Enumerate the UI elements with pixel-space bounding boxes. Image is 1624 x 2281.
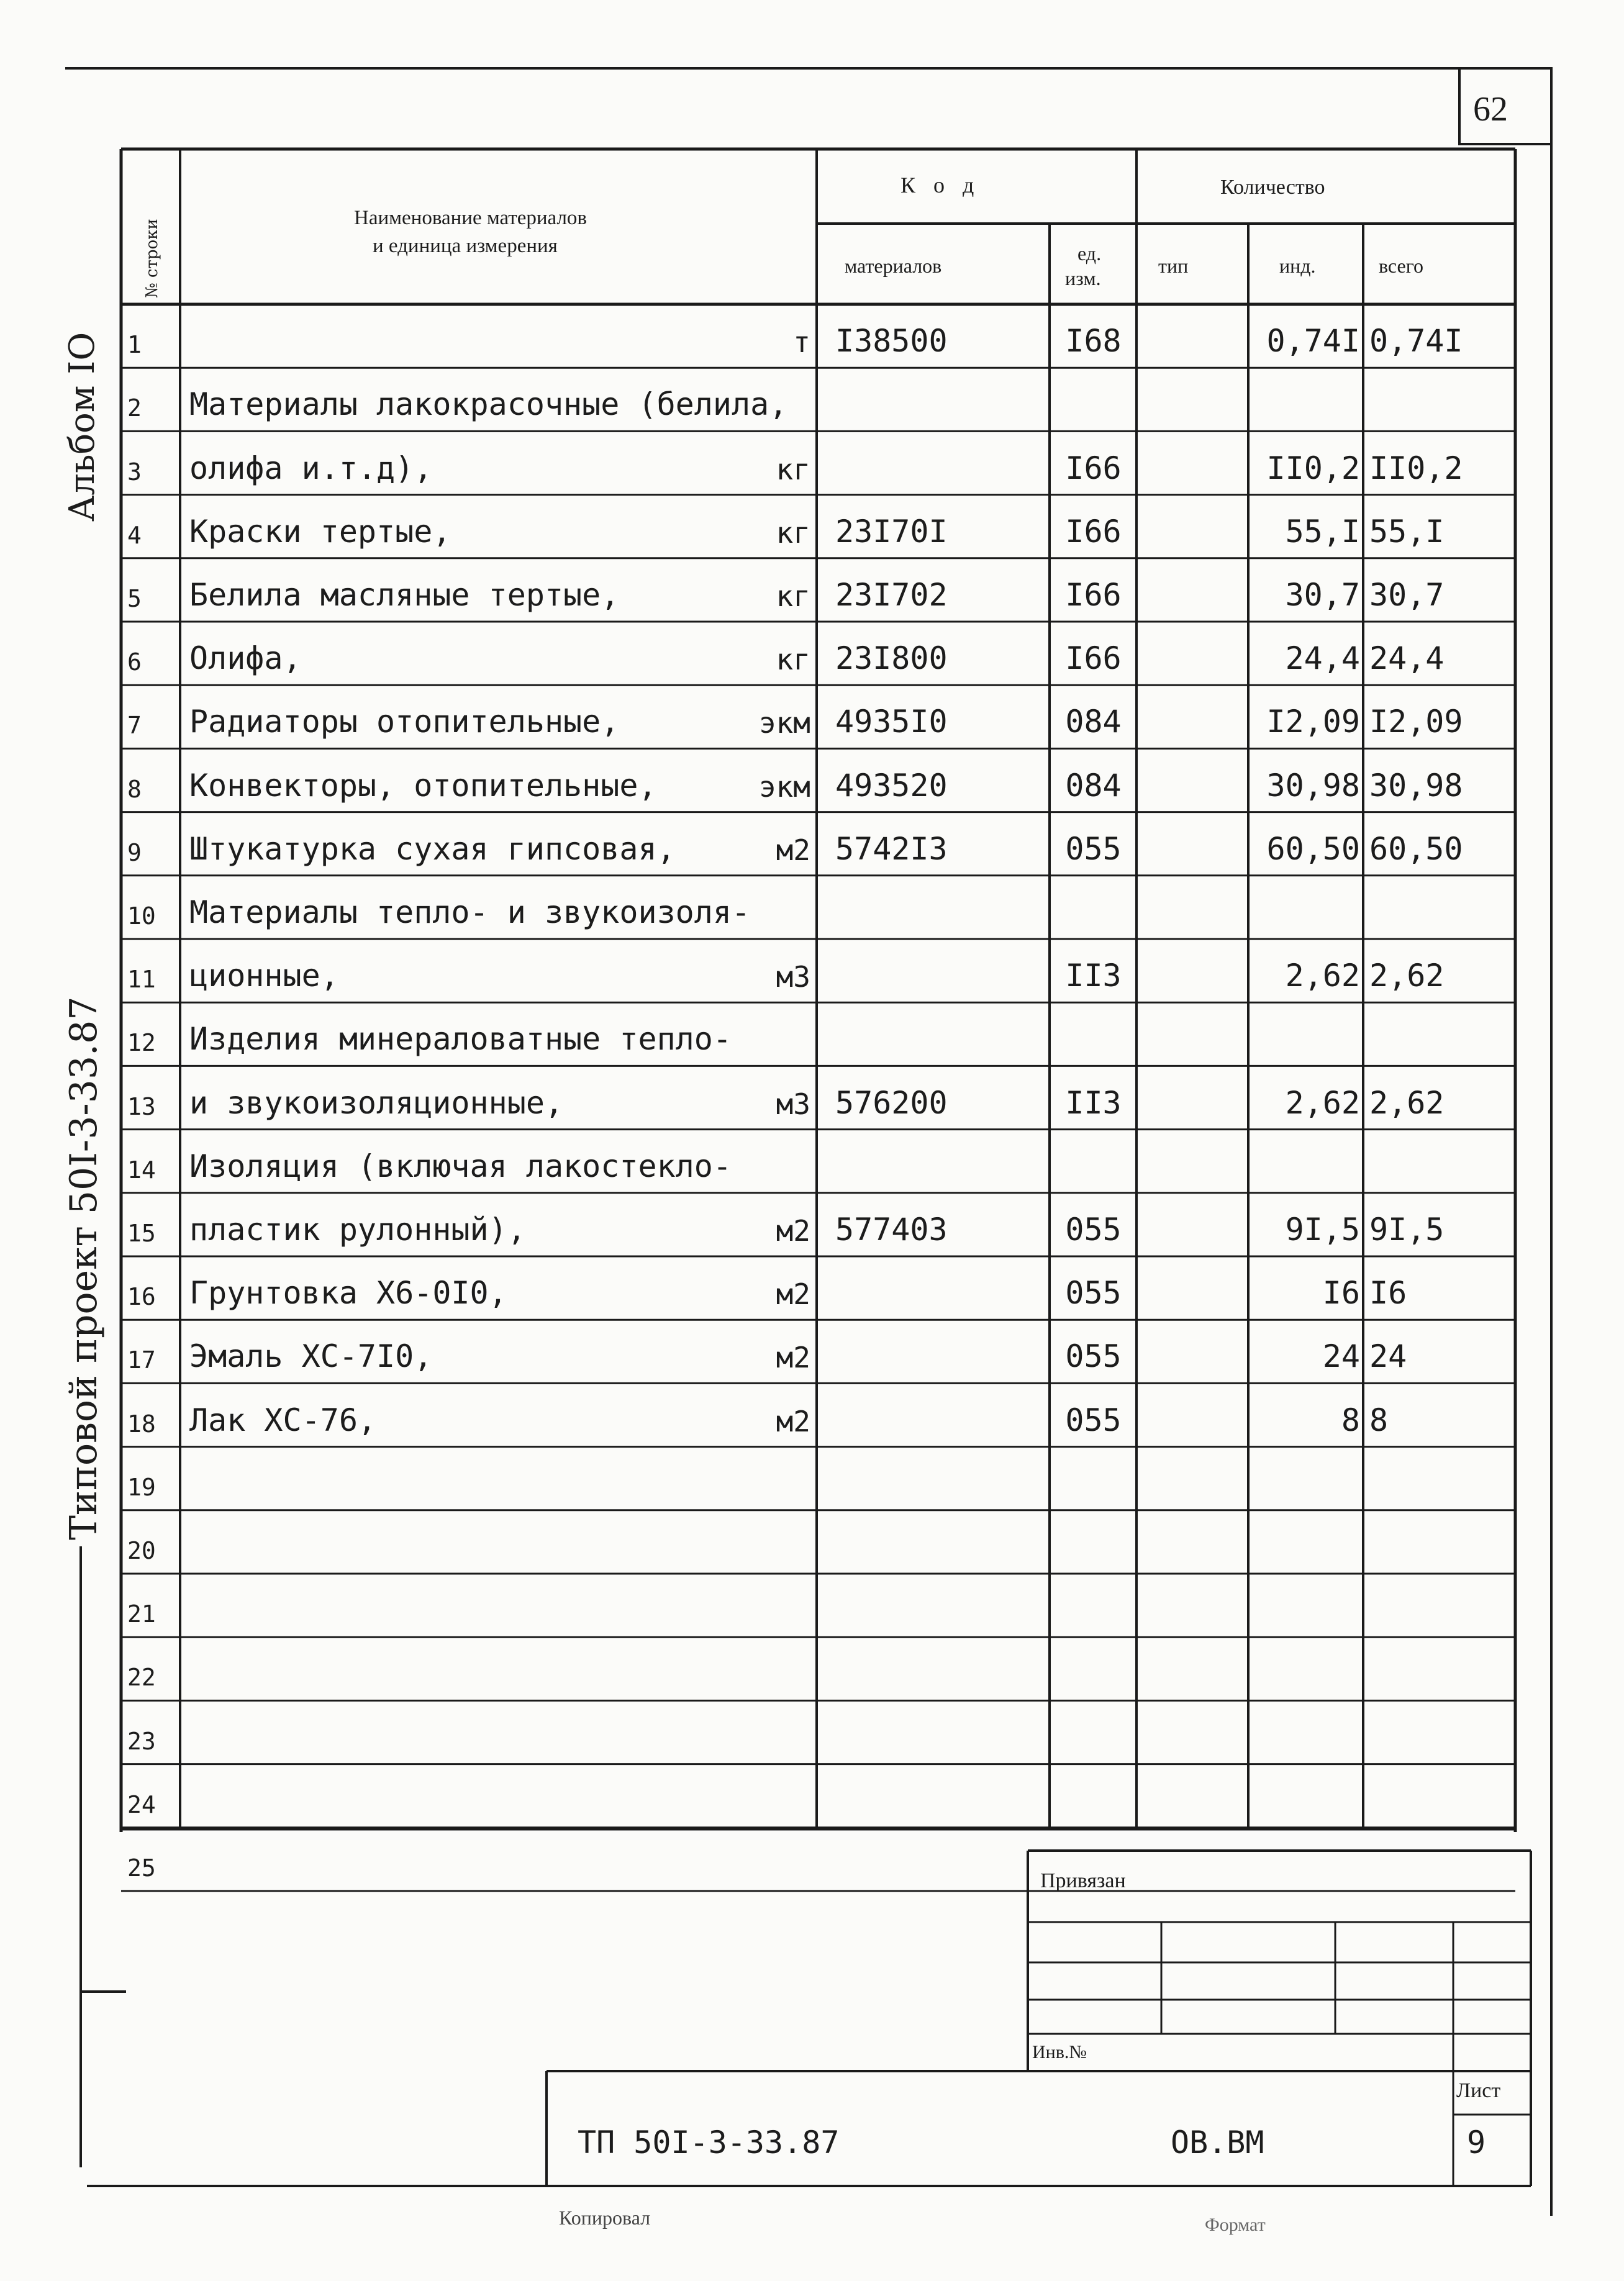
material-name: Грунтовка Х6-0I0,	[189, 1275, 507, 1312]
qty-total: II0,2	[1369, 450, 1463, 486]
row-number: 13	[127, 1092, 156, 1120]
qty-total: 30,98	[1369, 767, 1463, 804]
qty-individual: 2,62	[1285, 958, 1360, 994]
material-name: Штукатурка сухая гипсовая,	[189, 830, 676, 867]
row-number: 8	[127, 775, 142, 803]
unit: экм	[758, 706, 810, 740]
header-code: К о д	[900, 173, 981, 197]
row-number: 19	[127, 1473, 156, 1501]
row-number: 20	[127, 1536, 156, 1564]
row-number: 25	[127, 1854, 156, 1882]
row-number: 5	[127, 584, 142, 612]
header-row-num: № строки	[143, 219, 161, 298]
qty-individual: 30,98	[1266, 767, 1360, 804]
row-number: 23	[127, 1727, 156, 1755]
row-number: 16	[127, 1283, 156, 1311]
qty-total: 24,4	[1369, 640, 1445, 677]
material-name: олифа и.т.д),	[189, 450, 433, 486]
unit-code: 055	[1065, 1275, 1122, 1312]
material-name: Конвекторы, отопительные,	[189, 767, 657, 804]
qty-individual: 9I,5	[1285, 1211, 1360, 1248]
material-code: 4935I0	[835, 704, 948, 740]
unit: м2	[776, 833, 810, 867]
qty-individual: 0,74I	[1266, 323, 1360, 360]
material-name: Радиаторы отопительные,	[189, 704, 620, 740]
qty-individual: I6	[1322, 1275, 1360, 1312]
row-number: 17	[127, 1346, 156, 1374]
row-number: 11	[127, 966, 156, 994]
material-name: и звукоизоляционные,	[189, 1084, 564, 1121]
header-code-unit-2: изм.	[1065, 267, 1101, 289]
unit: м2	[776, 1404, 810, 1438]
row-number: 12	[127, 1029, 156, 1057]
material-name: Краски тертые,	[189, 513, 451, 550]
footer-copied: Копировал	[559, 2206, 651, 2229]
unit-code: I66	[1065, 640, 1122, 677]
material-name: Олифа,	[189, 640, 302, 677]
unit: т	[793, 325, 810, 360]
material-code: 23I702	[835, 576, 948, 613]
row-number: 7	[127, 712, 142, 740]
unit-code: I66	[1065, 450, 1122, 486]
material-code: 493520	[835, 767, 948, 804]
footer-format: Формат	[1205, 2215, 1266, 2235]
material-name: Материалы тепло- и звукоизоля-	[189, 894, 751, 930]
material-code: 576200	[835, 1084, 948, 1121]
stamp-attached: Привязан	[1040, 1869, 1126, 1892]
header-code-material: материалов	[845, 255, 942, 277]
unit: экм	[758, 769, 810, 804]
qty-individual: I2,09	[1266, 704, 1360, 740]
row-number: 10	[127, 902, 156, 930]
material-code: 5742I3	[835, 830, 948, 867]
unit: м2	[776, 1277, 810, 1312]
stamp-inv: Инв.№	[1032, 2042, 1087, 2062]
stamp-doc-code: ТП 50I-3-33.87	[578, 2125, 840, 2161]
material-name: Белила масляные тертые,	[189, 576, 620, 613]
qty-individual: 24	[1322, 1338, 1360, 1375]
qty-individual: 8	[1341, 1402, 1360, 1438]
unit-code: 084	[1065, 767, 1122, 804]
qty-total: 55,I	[1369, 513, 1445, 550]
qty-total: I6	[1369, 1275, 1407, 1312]
row-number: 14	[127, 1156, 156, 1184]
qty-total: 60,50	[1369, 830, 1463, 867]
material-name: пластик рулонный),	[189, 1211, 526, 1248]
unit-code: 055	[1065, 1338, 1122, 1375]
qty-individual: 24,4	[1285, 640, 1360, 677]
material-code: 23I800	[835, 640, 948, 677]
material-name: Изделия минераловатные тепло-	[189, 1021, 732, 1058]
row-number: 2	[127, 394, 142, 422]
material-name: ционные,	[189, 958, 339, 994]
stamp-doc-mark: ОВ.ВМ	[1171, 2125, 1264, 2161]
row-number: 21	[127, 1600, 156, 1628]
sheet-number-top: 62	[1473, 90, 1508, 129]
qty-individual: 30,7	[1285, 576, 1360, 613]
qty-total: I2,09	[1369, 704, 1463, 740]
header-qty-type: тип	[1158, 255, 1189, 277]
material-name: Материалы лакокрасочные (белила,	[189, 386, 788, 423]
qty-total: 0,74I	[1369, 323, 1463, 360]
header-quantity: Количество	[1220, 176, 1325, 199]
unit-code: 084	[1065, 704, 1122, 740]
unit-code: I66	[1065, 576, 1122, 613]
unit-code: 055	[1065, 1211, 1122, 1248]
material-name: Изоляция (включая лакостекло-	[189, 1148, 732, 1184]
header-name: Наименование материалов	[354, 207, 587, 229]
unit-code: 055	[1065, 1402, 1122, 1438]
material-code: I38500	[835, 323, 948, 360]
row-number: 4	[127, 521, 142, 549]
unit-code: II3	[1065, 1084, 1122, 1121]
row-number: 22	[127, 1664, 156, 1692]
unit: м2	[776, 1341, 810, 1375]
header-qty-ind: инд.	[1279, 255, 1316, 277]
material-code: 577403	[835, 1211, 948, 1248]
header-qty-total: всего	[1379, 255, 1424, 277]
unit: м3	[776, 1087, 810, 1121]
unit-code: 055	[1065, 830, 1122, 867]
qty-total: 2,62	[1369, 1084, 1445, 1121]
project-label: Типовой проект 50I-3-33.87	[62, 996, 106, 1540]
row-number: 9	[127, 838, 142, 866]
row-number: 3	[127, 458, 142, 486]
header-code-unit: ед.	[1077, 242, 1102, 265]
row-number: 24	[127, 1790, 156, 1818]
unit: кг	[776, 452, 810, 486]
unit-code: I68	[1065, 323, 1122, 360]
material-name: Эмаль ХС-7I0,	[189, 1338, 433, 1375]
row-number: 15	[127, 1219, 156, 1247]
qty-total: 30,7	[1369, 576, 1445, 613]
unit: м3	[776, 960, 810, 994]
qty-individual: 55,I	[1285, 513, 1360, 550]
qty-individual: 2,62	[1285, 1084, 1360, 1121]
material-name: Лак ХС-76,	[189, 1402, 377, 1438]
album-label: Альбом IO	[62, 332, 102, 522]
stamp-sheet-label: Лист	[1456, 2079, 1501, 2102]
stamp-sheet-value: 9	[1467, 2125, 1486, 2161]
qty-total: 8	[1369, 1402, 1389, 1438]
unit: кг	[776, 515, 810, 550]
qty-total: 9I,5	[1369, 1211, 1445, 1248]
row-number: 6	[127, 648, 142, 676]
qty-individual: 60,50	[1266, 830, 1360, 867]
material-code: 23I70I	[835, 513, 948, 550]
qty-total: 2,62	[1369, 958, 1445, 994]
qty-individual: II0,2	[1266, 450, 1360, 486]
header-name-2: и единица измерения	[373, 235, 558, 257]
row-number: 18	[127, 1410, 156, 1438]
unit: кг	[776, 579, 810, 613]
qty-total: 24	[1369, 1338, 1407, 1375]
unit-code: I66	[1065, 513, 1122, 550]
unit-code: II3	[1065, 958, 1122, 994]
row-number: 1	[127, 331, 142, 359]
unit: м2	[776, 1213, 810, 1248]
unit: кг	[776, 643, 810, 677]
